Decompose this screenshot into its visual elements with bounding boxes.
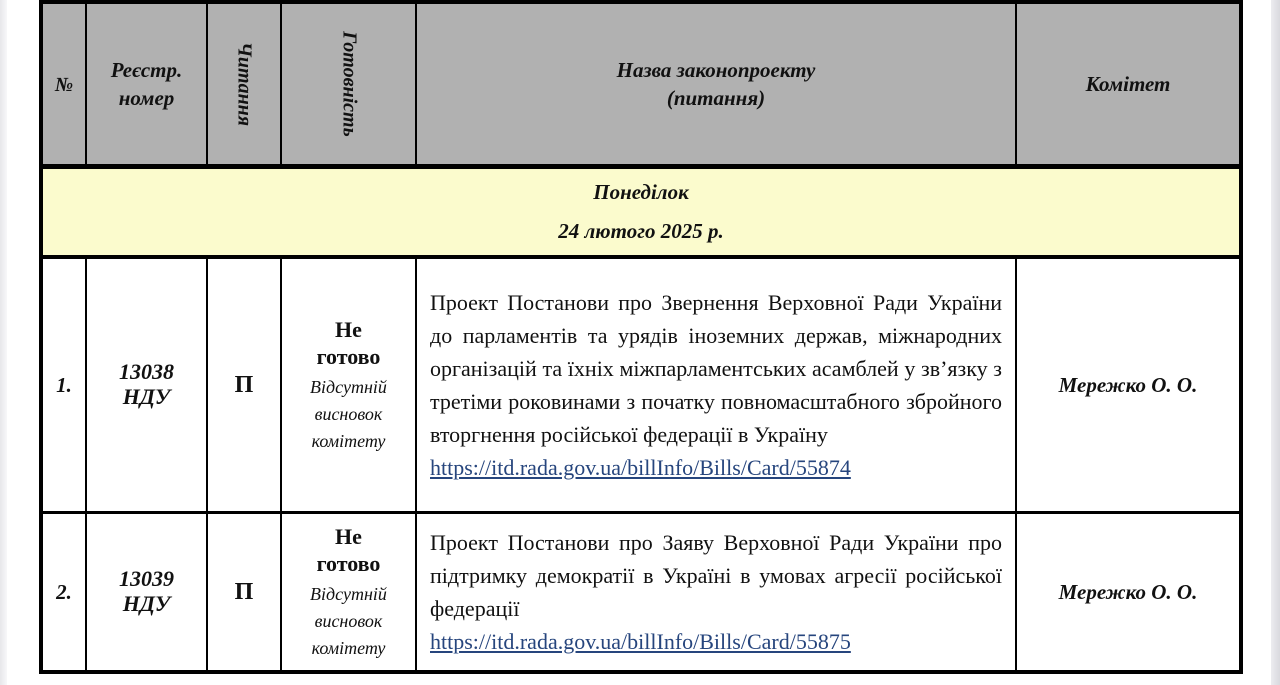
col-header-reg-number bbox=[86, 2, 207, 167]
page-edge-shade-left bbox=[0, 0, 7, 685]
table-body bbox=[41, 167, 1241, 673]
cell-committee: Мережко О. О. bbox=[1016, 257, 1241, 513]
cell-row-number: 1. bbox=[41, 257, 86, 513]
cell-bill-title bbox=[416, 513, 1016, 673]
weekday-text: Понеділок bbox=[593, 180, 689, 205]
readiness-status: Не готово bbox=[316, 316, 381, 369]
cell-reg-number bbox=[86, 513, 207, 673]
reg-type-value: НДУ bbox=[122, 591, 171, 616]
bill-title-text: Проект Постанови про Заяву Верховної Ради України про підтримку демократії в Україні в умовах агресії російської федерації bbox=[430, 530, 1002, 621]
cell-readiness bbox=[281, 257, 416, 513]
title-label-line1: Назва законопроекту bbox=[616, 57, 816, 82]
readiness-label: Готовність bbox=[338, 31, 360, 137]
title-label-line2: (питання) bbox=[666, 86, 766, 110]
cell-committee: Мережко О. О. bbox=[1016, 513, 1241, 673]
agenda-table bbox=[39, 0, 1243, 674]
day-band-row bbox=[41, 167, 1241, 258]
table-header bbox=[41, 2, 1241, 167]
bill-row-2 bbox=[41, 513, 1241, 673]
col-header-number bbox=[41, 2, 86, 167]
number-sign-label: № bbox=[54, 73, 74, 96]
col-header-readiness bbox=[281, 2, 416, 167]
cell-reg-number bbox=[86, 257, 207, 513]
readiness-note: Відсутній висновок комітету bbox=[310, 583, 387, 658]
reg-type-value: НДУ bbox=[122, 384, 171, 409]
day-band-cell bbox=[41, 167, 1241, 258]
agenda-table-container bbox=[39, 0, 1243, 674]
reading-label: Читання bbox=[233, 41, 256, 127]
bill-row-1 bbox=[41, 257, 1241, 513]
cell-reading: П bbox=[207, 513, 281, 673]
committee-label: Комітет bbox=[1085, 71, 1171, 96]
cell-row-number: 2. bbox=[41, 513, 86, 673]
col-header-reading bbox=[207, 2, 281, 167]
header-row bbox=[41, 2, 1241, 167]
col-header-title bbox=[416, 2, 1016, 167]
cell-bill-title bbox=[416, 257, 1016, 513]
reg-label-line1: Реєстр. bbox=[110, 57, 183, 82]
col-header-committee bbox=[1016, 2, 1241, 167]
date-text: 24 лютого 2025 р. bbox=[558, 219, 724, 243]
bill-title-text: Проект Постанови про Звернення Верховної Ради України до парламентів та урядів іноземних держав, міжнародних організацій та їхніх міжпарламентських асамблей у зв’язку з третіми роковинами з початку повномасштабного збройного вторгнення російської федерації в Україну bbox=[430, 290, 1002, 447]
reg-number-value: 13038 bbox=[119, 359, 174, 385]
bill-link[interactable]: https://itd.rada.gov.ua/billInfo/Bills/Card/55874 bbox=[430, 455, 851, 480]
reg-number-value: 13039 bbox=[119, 566, 174, 592]
cell-reading: П bbox=[207, 257, 281, 513]
page-edge-shade-right bbox=[1271, 0, 1280, 685]
cell-readiness bbox=[281, 513, 416, 673]
readiness-note: Відсутній висновок комітету bbox=[310, 376, 387, 451]
reg-label-line2: номер bbox=[118, 86, 175, 110]
readiness-status: Не готово bbox=[316, 523, 381, 576]
bill-link[interactable]: https://itd.rada.gov.ua/billInfo/Bills/Card/55875 bbox=[430, 629, 851, 654]
